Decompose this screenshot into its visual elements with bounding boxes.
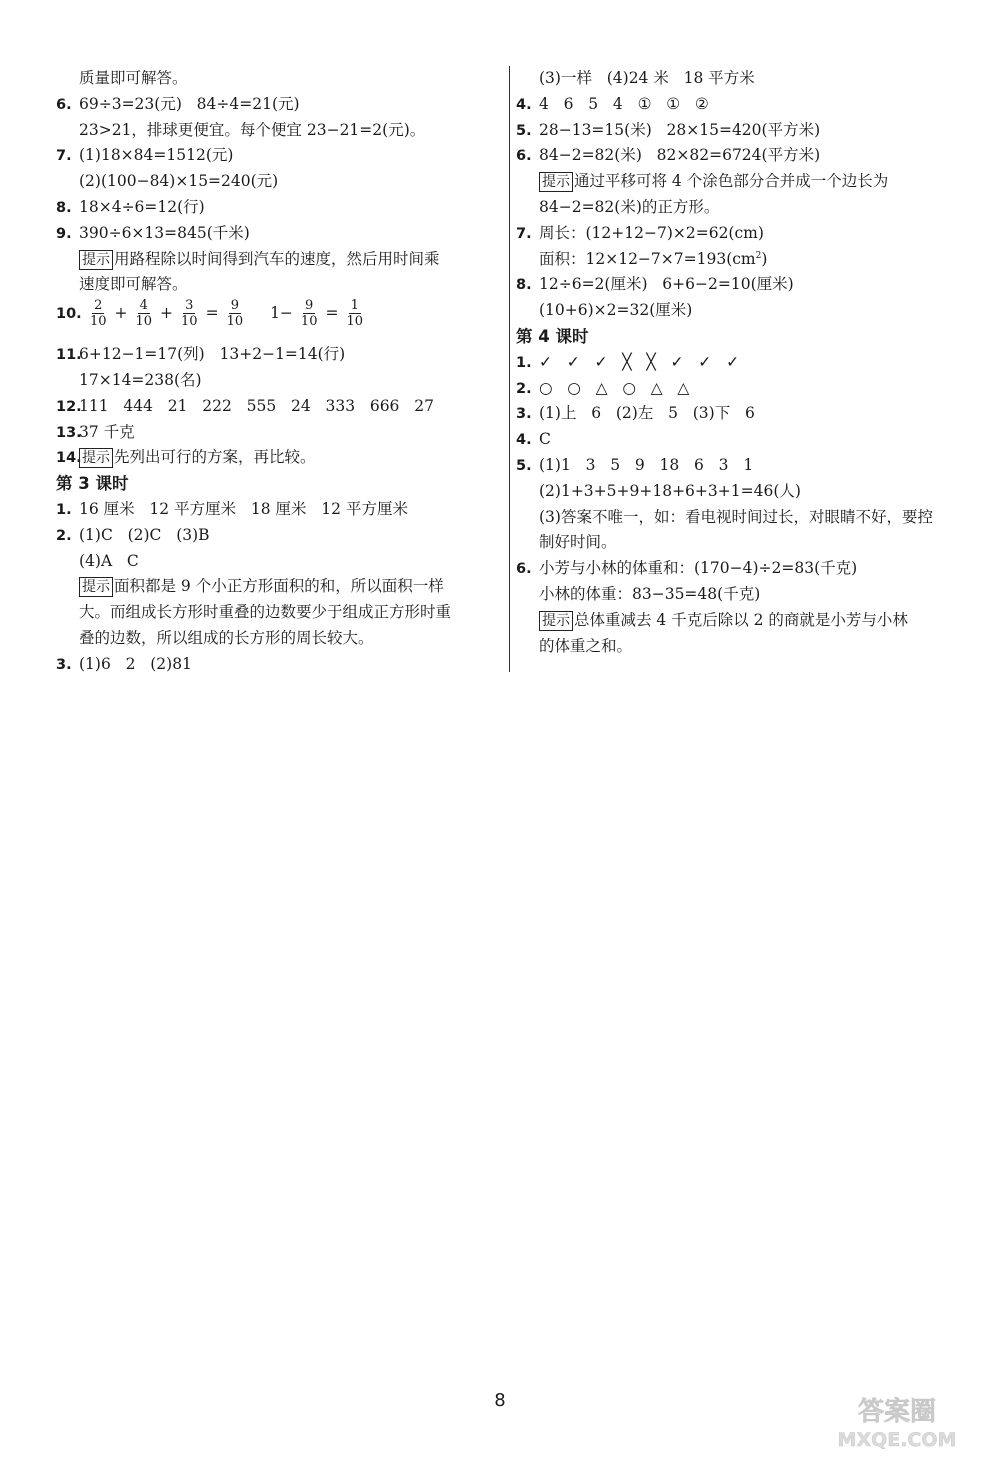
answer-text: 小芳与小林的体重和：(170−4)÷2=83(千克) (539, 559, 858, 578)
text-line (56, 272, 502, 298)
item-number: 3. (516, 406, 532, 423)
answer-text: 16 厘米 12 平方厘米 18 厘米 12 平方厘米 (79, 499, 408, 518)
answer-text: 84−2=82(米) 82×82=6724(平方米) (539, 146, 821, 165)
answer-12 (56, 394, 502, 420)
operator: 1− (270, 303, 293, 322)
hint-label: 提示 (79, 577, 113, 597)
text-line (56, 247, 502, 273)
text-line (56, 626, 502, 652)
answer-text: 4 6 5 4 ① ① ② (539, 94, 709, 113)
operator: + (114, 303, 128, 322)
answer-text: C (539, 430, 551, 449)
text-line (516, 608, 966, 634)
hint-text: 速度即可解答。 (79, 275, 188, 294)
text-line (56, 549, 502, 575)
answer-13 (56, 420, 502, 446)
item-number: 10. (56, 305, 82, 322)
answer-text: (3)一样 (4)24 米 18 平方米 (539, 69, 755, 87)
answer-text: ○ ○ △ ○ △ △ (539, 378, 690, 397)
fraction (344, 298, 365, 329)
item-number: 2. (56, 527, 72, 544)
item-number: 13. (56, 424, 82, 441)
fraction (225, 298, 246, 329)
item-number: 4. (516, 96, 532, 113)
numerator: 9 (305, 298, 314, 314)
text-line (56, 574, 502, 600)
answer-text: 制好时间。 (539, 533, 617, 552)
answer-text: (1)上 6 (2)左 5 (3)下 6 (539, 404, 755, 423)
answer-text: 小林的体重：83−35=48(千克) (539, 584, 761, 603)
item-number: 3. (56, 656, 72, 673)
item-number: 7. (516, 225, 532, 242)
watermark-text-top: 答案圈 (857, 1397, 937, 1427)
text-line (56, 66, 502, 92)
item-number: 4. (516, 432, 532, 449)
text-line (516, 634, 966, 660)
answer-text: (1)18×84=1512(元) (79, 146, 234, 165)
hint-text: 先列出可行的方案，再比较。 (114, 448, 316, 467)
watermark-logo (822, 1392, 972, 1452)
fraction (88, 298, 109, 329)
answer-text: ✓ ✓ ✓ ╳ ╳ ✓ ✓ ✓ (539, 352, 740, 371)
hint-text: 通过平移可将 4 个涂色部分合并成一个边长为 (574, 172, 889, 191)
denominator: 10 (300, 314, 318, 330)
item-number: 6. (516, 148, 532, 165)
answer-8 (56, 195, 502, 221)
text-line (516, 247, 966, 273)
left-column (56, 66, 502, 678)
item-number: 8. (56, 199, 72, 216)
lesson4-answer-2 (516, 376, 966, 402)
item-number: 1. (56, 501, 72, 518)
text-line (516, 66, 966, 92)
denominator: 10 (89, 314, 107, 330)
operator: + (160, 303, 174, 322)
lesson4-answer-1 (516, 350, 966, 376)
answer-text: (1)C (2)C (3)B (79, 525, 210, 544)
item-number: 1. (516, 354, 532, 371)
answer-4 (516, 92, 966, 118)
answer-11 (56, 342, 502, 368)
answer-8 (516, 272, 966, 298)
text-line (56, 368, 502, 394)
lesson4-answer-6 (516, 556, 966, 582)
right-column (516, 66, 966, 659)
answer-text: ) (761, 249, 768, 268)
lesson3-answer-1 (56, 497, 502, 523)
text-line (516, 530, 966, 556)
answer-text: 6+12−1=17(列) 13+2−1=14(行) (79, 345, 346, 364)
item-number: 5. (516, 122, 532, 139)
hint-text: 面积都是 9 个小正方形面积的和，所以面积一样 (114, 577, 444, 596)
item-number: 14. (56, 450, 82, 467)
line-text: 质量即可解答。 (79, 69, 188, 87)
denominator: 10 (135, 314, 153, 330)
lesson4-answer-5 (516, 453, 966, 479)
item-number: 7. (56, 148, 72, 165)
item-number: 6. (516, 561, 532, 578)
hint-text: 总体重减去 4 千克后除以 2 的商就是小芳与小林 (574, 610, 908, 629)
answer-text: 12÷6=2(厘米) 6+6−2=10(厘米) (539, 275, 794, 294)
item-number: 12. (56, 398, 82, 415)
text-line (516, 298, 966, 324)
answer-text: (2)1+3+5+9+18+6+3+1=46(人) (539, 481, 801, 500)
hint-label: 提示 (79, 250, 113, 270)
item-number: 11. (56, 347, 82, 364)
column-divider (509, 66, 510, 672)
answer-text: 37 千克 (79, 422, 135, 441)
page-number: 8 (494, 1390, 506, 1411)
section-heading-lesson-4: 第 4 课时 (516, 326, 589, 346)
item-number: 6. (56, 96, 72, 113)
fraction (299, 298, 320, 329)
answer-text: 23>21，排球更便宜。每个便宜 23−21=2(元)。 (79, 120, 426, 139)
answer-text: 28−13=15(米) 28×15=420(平方米) (539, 120, 821, 139)
answer-10 (56, 298, 502, 342)
hint-text: 84−2=82(米)的正方形。 (539, 197, 720, 216)
text-line (56, 118, 502, 144)
denominator: 10 (226, 314, 244, 330)
answer-text: (10+6)×2=32(厘米) (539, 301, 693, 320)
answer-text: (4)A C (79, 551, 139, 570)
text-line (56, 169, 502, 195)
hint-text: 大。而组成长方形时重叠的边数要少于组成正方形时重 (79, 603, 452, 622)
answer-7 (56, 143, 502, 169)
denominator: 10 (181, 314, 198, 330)
text-line (516, 582, 966, 608)
watermark-text-bottom: MXQE.COM (837, 1429, 957, 1451)
answer-text: (2)(100−84)×15=240(元) (79, 172, 279, 191)
answer-text: (3)答案不唯一，如：看电视时间过长，对眼睛不好，要控 (539, 507, 933, 526)
answer-text: 69÷3=23(元) 84÷4=21(元) (79, 94, 300, 113)
item-number: 8. (516, 277, 532, 294)
numerator: 2 (94, 298, 103, 314)
superscript: 2 (755, 250, 762, 261)
operator: = (325, 303, 339, 322)
lesson4-answer-3 (516, 401, 966, 427)
answer-6 (56, 92, 502, 118)
answer-text: 周长：(12+12−7)×2=62(cm) (539, 223, 764, 242)
hint-text: 用路程除以时间得到汽车的速度，然后用时间乘 (114, 249, 440, 268)
lesson4-answer-4 (516, 427, 966, 453)
hint-label: 提示 (539, 611, 573, 631)
answer-5 (516, 118, 966, 144)
answer-text: 面积：12×12−7×7=193(cm (539, 249, 756, 268)
denominator: 10 (346, 314, 364, 330)
lesson3-answer-2 (56, 523, 502, 549)
item-number: 2. (516, 380, 532, 397)
hint-text: 的体重之和。 (539, 636, 633, 655)
numerator: 9 (230, 298, 239, 314)
hint-label: 提示 (539, 172, 573, 192)
text-line (56, 600, 502, 626)
text-line (516, 169, 966, 195)
answer-text: (1)6 2 (2)81 (79, 654, 192, 673)
section-heading-lesson-3: 第 3 课时 (56, 474, 129, 494)
answer-6 (516, 143, 966, 169)
answer-text: (1)1 3 5 9 18 6 3 1 (539, 455, 754, 474)
text-line (516, 505, 966, 531)
numerator: 4 (139, 298, 148, 314)
answer-text: 390÷6×13=845(千米) (79, 223, 250, 242)
answer-text: 111 444 21 222 555 24 333 666 27 (79, 396, 434, 415)
answer-text: 18×4÷6=12(行) (79, 197, 205, 216)
text-line (516, 479, 966, 505)
item-number: 9. (56, 225, 72, 242)
answer-text: 17×14=238(名) (79, 370, 202, 389)
operator: = (205, 303, 219, 322)
item-number: 5. (516, 457, 532, 474)
fraction (133, 298, 154, 329)
text-line (516, 195, 966, 221)
numerator: 3 (185, 298, 194, 314)
hint-label: 提示 (79, 448, 113, 468)
answer-14 (56, 445, 502, 471)
answer-7 (516, 221, 966, 247)
numerator: 1 (350, 298, 359, 314)
hint-text: 叠的边数，所以组成的长方形的周长较大。 (79, 628, 374, 647)
answer-9 (56, 221, 502, 247)
fraction (179, 298, 200, 329)
lesson3-answer-3 (56, 652, 502, 678)
